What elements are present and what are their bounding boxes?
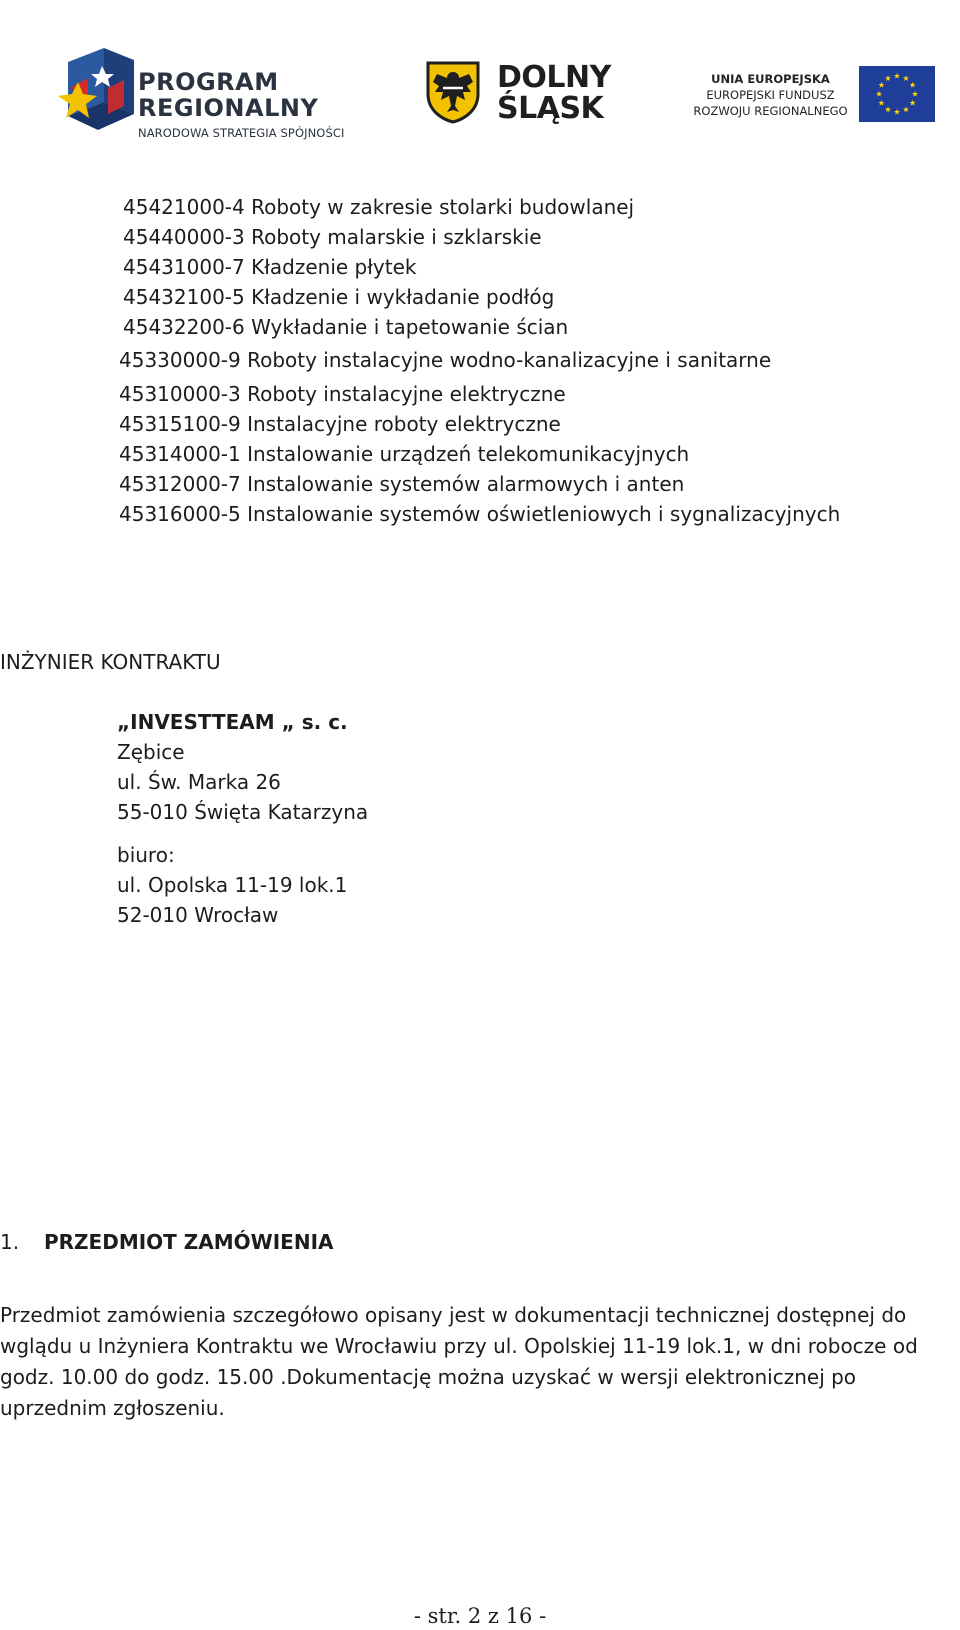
program-label: PROGRAM [138, 68, 279, 96]
paragraph-line: Przedmiot zamówienia szczegółowo opisany jest w dokumentacji technicznej dostępnej do [0, 1303, 907, 1327]
cpv-item: 45421000-4 Roboty w zakresie stolarki budowlanej [123, 195, 635, 219]
fund-label: EUROPEJSKI FUNDUSZ [706, 88, 835, 102]
paragraph-line: godz. 10.00 do godz. 15.00 .Dokumentację można uzyskać w wersji elektronicznej po [0, 1365, 857, 1389]
cpv-item: 45312000-7 Instalowanie systemów alarmowych i anten [119, 472, 685, 496]
cpv-item: 45310000-3 Roboty instalacyjne elektryczne [119, 382, 566, 406]
program-regionalny-text [138, 69, 344, 142]
slask-label: ŚLĄSK [497, 91, 604, 126]
regionalny-label: REGIONALNY [138, 94, 319, 122]
page-number: - str. 2 z 16 - [413, 1604, 547, 1628]
paragraph-line: wglądu u Inżyniera Kontraktu we Wrocławiu przy ul. Opolskiej 11-19 lok.1, w dni robocze od [0, 1334, 918, 1358]
engineer-address-line: Zębice [117, 740, 185, 764]
cpv-item: 45314000-1 Instalowanie urządzeń telekomunikacyjnych [119, 442, 690, 466]
cpv-item: 45316000-5 Instalowanie systemów oświetleniowych i sygnalizacyjnych [119, 502, 841, 526]
dolny-slask-text [497, 62, 611, 124]
engineer-heading: INŻYNIER KONTRAKTU [0, 650, 221, 674]
cpv-item: 45431000-7 Kładzenie płytek [123, 255, 417, 279]
star-cube-logo-icon [58, 44, 134, 144]
unia-europejska-text [688, 71, 853, 119]
dolny-label: DOLNY [497, 60, 611, 95]
cpv-item: 45330000-9 Roboty instalacyjne wodno-kanalizacyjne i sanitarne [119, 348, 772, 372]
engineer-address-line: ul. Św. Marka 26 [117, 770, 281, 794]
document-header [0, 0, 960, 170]
eagle-shield-icon [425, 60, 481, 124]
section-title: PRZEDMIOT ZAMÓWIENIA [44, 1230, 334, 1254]
cpv-item: 45315100-9 Instalacyjne roboty elektryczne [119, 412, 561, 436]
strategy-subtitle: NARODOWA STRATEGIA SPÓJNOŚCI [138, 126, 345, 140]
cpv-item: 45432100-5 Kładzenie i wykładanie podłóg [123, 285, 555, 309]
ue-label: UNIA EUROPEJSKA [711, 72, 830, 86]
office-label: biuro: [117, 843, 175, 867]
cpv-item: 45440000-3 Roboty malarskie i szklarskie [123, 225, 542, 249]
paragraph-line: uprzednim zgłoszeniu. [0, 1396, 225, 1420]
program-regionalny-logo [58, 44, 368, 154]
section-paragraph [0, 1300, 960, 1424]
section-number: 1. [0, 1230, 20, 1254]
engineer-company: „INVESTTEAM „ s. c. [117, 710, 348, 734]
office-address-line: 52-010 Wrocław [117, 903, 279, 927]
regional-development-label: ROZWOJU REGIONALNEGO [693, 104, 848, 118]
dolny-slask-logo [425, 60, 635, 130]
cpv-item: 45432200-6 Wykładanie i tapetowanie ścian [123, 315, 569, 339]
eu-flag-icon [859, 66, 935, 122]
unia-europejska-logo [688, 66, 948, 128]
office-address-line: ul. Opolska 11-19 lok.1 [117, 873, 348, 897]
engineer-address-line: 55-010 Święta Katarzyna [117, 800, 369, 824]
